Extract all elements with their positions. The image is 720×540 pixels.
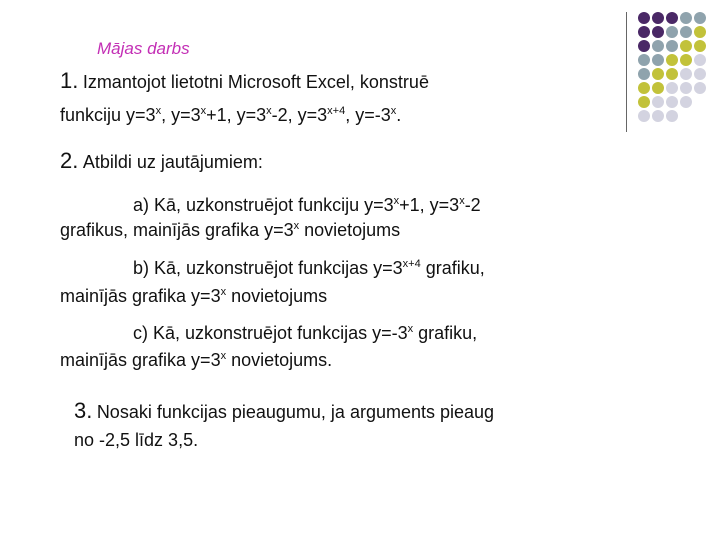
item-3-number: 3. <box>74 398 93 423</box>
dot <box>666 110 678 122</box>
dot <box>666 26 678 38</box>
item-1-line-1 <box>60 68 429 94</box>
exponent: x+4 <box>327 105 346 117</box>
dot <box>680 40 692 52</box>
question-c-line-2 <box>60 350 332 371</box>
dot <box>666 54 678 66</box>
exponent: x <box>200 105 207 117</box>
dot <box>680 68 692 80</box>
dot <box>638 40 650 52</box>
exponent: x <box>220 286 227 298</box>
dot <box>638 110 650 122</box>
text-part: funkciju y=3 <box>60 105 156 125</box>
text-part: mainījās grafika y=3 <box>60 286 221 306</box>
exponent: x <box>155 105 162 117</box>
dot <box>652 82 664 94</box>
text-part: c) Kā, uzkonstruējot funkcijas y=-3 <box>133 323 408 343</box>
dot <box>680 96 692 108</box>
text-part: . <box>396 105 402 125</box>
dot <box>652 26 664 38</box>
dot <box>694 12 706 24</box>
text-part: novietojums. <box>226 350 333 370</box>
text-part: b) Kā, uzkonstruējot funkcijas y=3 <box>133 258 403 278</box>
text-part: novietojums <box>299 220 401 240</box>
text-part: mainījās grafika y=3 <box>60 350 221 370</box>
exponent: x+4 <box>402 258 421 270</box>
item-1-line-2 <box>60 105 401 126</box>
text-part: +1, y=3 <box>206 105 267 125</box>
dot <box>638 12 650 24</box>
item-2-number: 2. <box>60 148 79 173</box>
dot <box>680 26 692 38</box>
dot <box>694 40 706 52</box>
dot <box>694 82 706 94</box>
text-part: grafikus, mainījās grafika y=3 <box>60 220 294 240</box>
dot <box>638 82 650 94</box>
divider-line <box>626 12 627 132</box>
dot <box>666 40 678 52</box>
text-part: a) Kā, uzkonstruējot funkciju y=3 <box>133 195 394 215</box>
text-part: novietojums <box>226 286 328 306</box>
item-2-text: Atbildi uz jautājumiem: <box>82 152 263 172</box>
dot <box>694 68 706 80</box>
question-a-line-1 <box>133 195 481 216</box>
dot <box>666 82 678 94</box>
text-part: +1, y=3 <box>399 195 460 215</box>
exponent: x <box>390 105 397 117</box>
exponent: x <box>459 195 465 207</box>
text-part: , y=-3 <box>345 105 391 125</box>
exponent: x <box>266 105 272 117</box>
dot <box>638 54 650 66</box>
dot <box>652 40 664 52</box>
item-1-text: Izmantojot lietotni Microsoft Excel, konstruē <box>82 72 429 92</box>
dot <box>638 26 650 38</box>
text-part: -2 <box>464 195 481 215</box>
text-part: grafiku, <box>420 258 485 278</box>
question-b-line-2 <box>60 286 327 307</box>
dot <box>652 68 664 80</box>
dot <box>694 26 706 38</box>
dot <box>680 12 692 24</box>
text-part: grafiku, <box>413 323 478 343</box>
exponent: x <box>393 195 400 207</box>
question-a-line-2 <box>60 220 400 241</box>
dot <box>638 96 650 108</box>
text-part: , y=3 <box>161 105 201 125</box>
item-3-line-2: no -2,5 līdz 3,5. <box>74 430 199 450</box>
question-b-line-1 <box>133 258 485 279</box>
dot <box>666 96 678 108</box>
dot <box>652 96 664 108</box>
exponent: x <box>293 220 300 232</box>
dot <box>652 12 664 24</box>
dot <box>680 54 692 66</box>
dot <box>694 54 706 66</box>
item-3-text: Nosaki funkcijas pieaugumu, ja arguments pieaug <box>96 402 495 422</box>
dot <box>666 68 678 80</box>
dot <box>638 68 650 80</box>
dot <box>652 110 664 122</box>
dot <box>666 12 678 24</box>
exponent: x <box>220 350 227 362</box>
item-1-number: 1. <box>60 68 79 93</box>
item-2-heading <box>60 148 263 174</box>
dot <box>680 82 692 94</box>
exponent: x <box>407 323 414 335</box>
question-c-line-1 <box>133 323 477 344</box>
item-3-line-1 <box>74 398 494 424</box>
dot <box>652 54 664 66</box>
text-part: -2, y=3 <box>271 105 328 125</box>
page-title: Mājas darbs <box>97 39 190 58</box>
